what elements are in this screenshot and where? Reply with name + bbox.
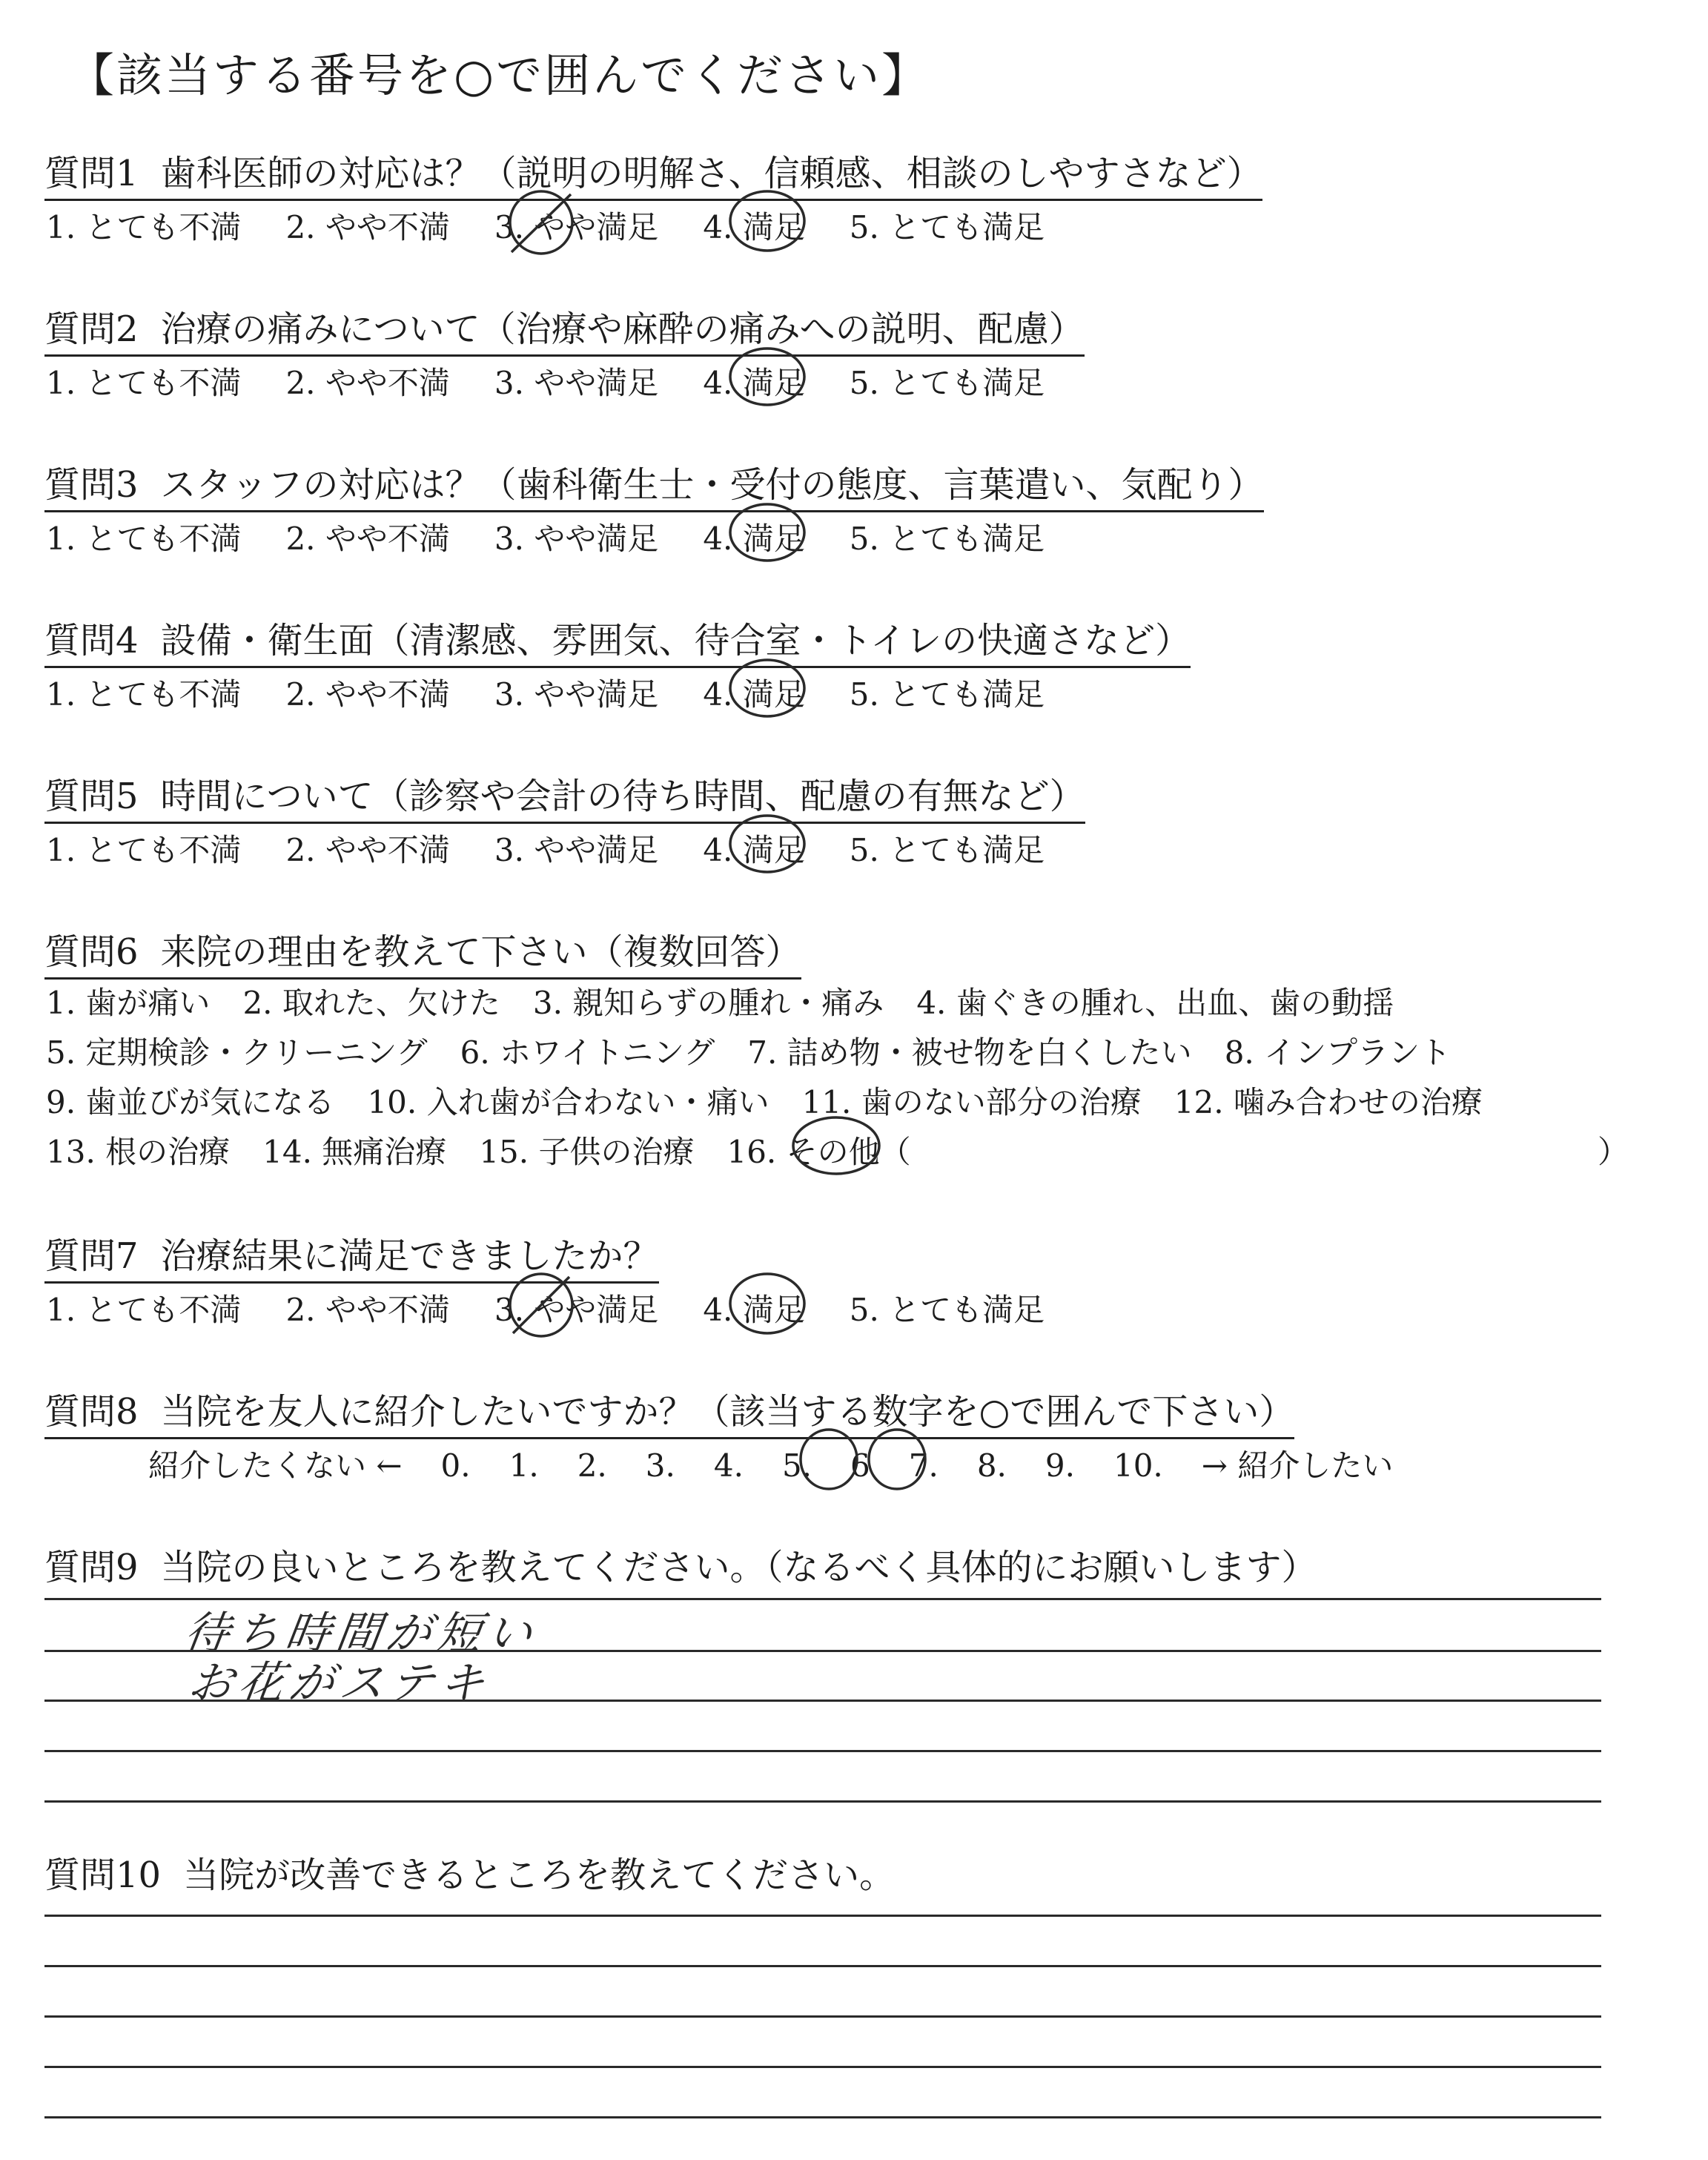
question-3-heading [44, 456, 1264, 512]
q6-reason-5[interactable]: 5. 定期検診・クリーニング [46, 1034, 428, 1071]
q8-score-9[interactable]: 9. [1045, 1447, 1075, 1484]
q10-answer-line-4[interactable] [44, 2066, 1601, 2068]
question-6-row-1 [46, 979, 1426, 1023]
question-6-number: 質問6 [44, 931, 139, 973]
q8-score-3[interactable]: 3. [645, 1447, 675, 1484]
question-5-options [46, 826, 1089, 871]
question-7-heading [44, 1227, 659, 1284]
q6-reason-2[interactable]: 2. 取れた、欠けた [242, 985, 500, 1021]
q9-answer-line-5[interactable] [44, 1800, 1601, 1803]
question-3-text: スタッフの対応は？（歯科衛生士・受付の態度、言葉遣い、気配り） [160, 464, 1264, 506]
q4-option-3[interactable]: 3. やや満足 [494, 676, 659, 713]
question-8-text: 当院を友人に紹介したいですか？（該当する数字を○で囲んで下さい） [160, 1391, 1295, 1433]
question-4-text: 設備・衛生面（清潔感、雰囲気、待合室・トイレの快適さなど） [160, 620, 1191, 661]
q8-score-4[interactable]: 4. [713, 1447, 744, 1484]
q7-option-1[interactable]: 1. とても不満 [46, 1292, 242, 1328]
q8-score-6[interactable]: 6 [850, 1447, 870, 1484]
q5-option-5[interactable]: 5. とても満足 [849, 832, 1045, 868]
q1-option-3[interactable]: 3. やや満足 [494, 209, 659, 245]
q4-option-4[interactable]: 4. 満足 [703, 676, 805, 713]
q3-option-4[interactable]: 4. 満足 [703, 521, 805, 557]
q8-left-label: 紹介したくない ← [148, 1447, 403, 1484]
q7-option-3[interactable]: 3. やや満足 [494, 1292, 659, 1328]
question-7-number: 質問7 [44, 1235, 139, 1277]
q2-option-3[interactable]: 3. やや満足 [494, 365, 659, 401]
question-9-heading [44, 1539, 1317, 1590]
q9-answer-line-4[interactable] [44, 1750, 1601, 1752]
question-10-heading [44, 1846, 895, 1898]
q8-right-label: → 紹介したい [1201, 1447, 1394, 1484]
q5-option-3[interactable]: 3. やや満足 [494, 832, 659, 868]
question-9-number: 質問9 [44, 1547, 139, 1588]
question-1-text: 歯科医師の対応は？（説明の明解さ、信頼感、相談のしやすさなど） [160, 153, 1262, 194]
question-8-scale [148, 1441, 1431, 1486]
q6-reason-3[interactable]: 3. 親知らずの腫れ・痛み [532, 985, 884, 1021]
question-1-options [46, 203, 1089, 248]
question-6-row-3 [46, 1078, 1515, 1123]
q1-option-1[interactable]: 1. とても不満 [46, 209, 242, 245]
q6-reason-8[interactable]: 8. インプラント [1224, 1034, 1452, 1071]
q1-option-4[interactable]: 4. 満足 [703, 209, 805, 245]
question-3-number: 質問3 [44, 464, 139, 506]
question-2-heading [44, 300, 1085, 357]
question-1-number: 質問1 [44, 153, 139, 194]
question-9-text: 当院の良いところを教えてください。（なるべく具体的にお願いします） [160, 1547, 1317, 1588]
q3-option-1[interactable]: 1. とても不満 [46, 521, 242, 557]
question-5-heading [44, 767, 1085, 824]
q2-option-5[interactable]: 5. とても満足 [849, 365, 1045, 401]
q6-reason-11[interactable]: 11. 歯のない部分の治療 [801, 1084, 1142, 1120]
question-6-text: 来院の理由を教えて下さい（複数回答） [160, 931, 801, 973]
question-5-text: 時間について（診察や会計の待ち時間、配慮の有無など） [160, 776, 1085, 817]
q10-answer-line-5[interactable] [44, 2116, 1601, 2118]
question-3-options [46, 515, 1089, 559]
q8-score-5[interactable]: 5. [781, 1447, 812, 1484]
q6-reason-15[interactable]: 15. 子供の治療 [479, 1134, 695, 1170]
q8-score-1[interactable]: 1. [509, 1447, 539, 1484]
q5-option-2[interactable]: 2. やや不満 [285, 832, 450, 868]
question-2-number: 質問2 [44, 308, 139, 350]
q6-reason-10[interactable]: 10. 入れ歯が合わない・痛い [367, 1084, 769, 1120]
question-4-heading [44, 612, 1191, 668]
q5-option-1[interactable]: 1. とても不満 [46, 832, 242, 868]
q6-reason-14[interactable]: 14. 無痛治療 [262, 1134, 447, 1170]
q10-answer-line-3[interactable] [44, 2015, 1601, 2018]
q9-handwritten-answer-1: 待ち時間が短い [181, 1608, 542, 1659]
question-6-heading [44, 923, 801, 980]
q6-reason-12[interactable]: 12. 噛み合わせの治療 [1174, 1084, 1483, 1120]
question-8-heading [44, 1383, 1294, 1439]
q7-option-2[interactable]: 2. やや不満 [285, 1292, 450, 1328]
q2-option-1[interactable]: 1. とても不満 [46, 365, 242, 401]
question-7-options [46, 1286, 1089, 1330]
q10-answer-line-2[interactable] [44, 1965, 1601, 1967]
q4-option-2[interactable]: 2. やや不満 [285, 676, 450, 713]
q6-reason-9[interactable]: 9. 歯並びが気になる [46, 1084, 335, 1120]
question-4-options [46, 670, 1089, 715]
question-6-row-2 [46, 1028, 1483, 1073]
q6-other-close-paren: ） [1598, 1134, 1629, 1170]
q6-reason-13[interactable]: 13. 根の治療 [46, 1134, 231, 1170]
question-1-heading [44, 145, 1262, 201]
q8-score-10[interactable]: 10. [1113, 1447, 1163, 1484]
q3-option-2[interactable]: 2. やや不満 [285, 521, 450, 557]
q10-answer-line-1[interactable] [44, 1915, 1601, 1917]
q2-option-4[interactable]: 4. 満足 [703, 365, 805, 401]
q6-reason-1[interactable]: 1. 歯が痛い [46, 985, 211, 1021]
q6-reason-7[interactable]: 7. 詰め物・被せ物を白くしたい [747, 1034, 1192, 1071]
q8-score-8[interactable]: 8. [976, 1447, 1007, 1484]
q7-option-5[interactable]: 5. とても満足 [849, 1292, 1045, 1328]
question-2-text: 治療の痛みについて（治療や麻酔の痛みへの説明、配慮） [160, 308, 1085, 350]
question-5-number: 質問5 [44, 776, 139, 817]
page-title: 【該当する番号を○で囲んでください】 [68, 48, 930, 102]
q7-option-4[interactable]: 4. 満足 [703, 1292, 805, 1328]
q8-score-2[interactable]: 2. [577, 1447, 607, 1484]
question-8-number: 質問8 [44, 1391, 139, 1433]
q6-reason-4[interactable]: 4. 歯ぐきの腫れ、出血、歯の動揺 [916, 985, 1394, 1021]
question-7-text: 治療結果に満足できましたか？ [160, 1235, 659, 1277]
q6-reason-16[interactable]: 16. その他（ [726, 1134, 911, 1170]
q9-handwritten-answer-2: お花がステキ [185, 1657, 494, 1709]
q3-option-3[interactable]: 3. やや満足 [494, 521, 659, 557]
q3-option-5[interactable]: 5. とても満足 [849, 521, 1045, 557]
question-4-number: 質問4 [44, 620, 139, 661]
question-6-row-4 [46, 1128, 944, 1172]
question-10-text: 当院が改善できるところを教えてください。 [183, 1855, 896, 1896]
q6-reason-6[interactable]: 6. ホワイトニング [460, 1034, 715, 1071]
q1-option-2[interactable]: 2. やや不満 [285, 209, 450, 245]
q4-option-5[interactable]: 5. とても満足 [849, 676, 1045, 713]
q8-score-0[interactable]: 0. [440, 1447, 471, 1484]
q5-option-4[interactable]: 4. 満足 [703, 832, 805, 868]
q4-option-1[interactable]: 1. とても不満 [46, 676, 242, 713]
q2-option-2[interactable]: 2. やや不満 [285, 365, 450, 401]
question-10-number: 質問10 [44, 1855, 162, 1896]
question-2-options [46, 359, 1089, 403]
q8-score-7[interactable]: 7. [908, 1447, 939, 1484]
q1-option-5[interactable]: 5. とても満足 [849, 209, 1045, 245]
